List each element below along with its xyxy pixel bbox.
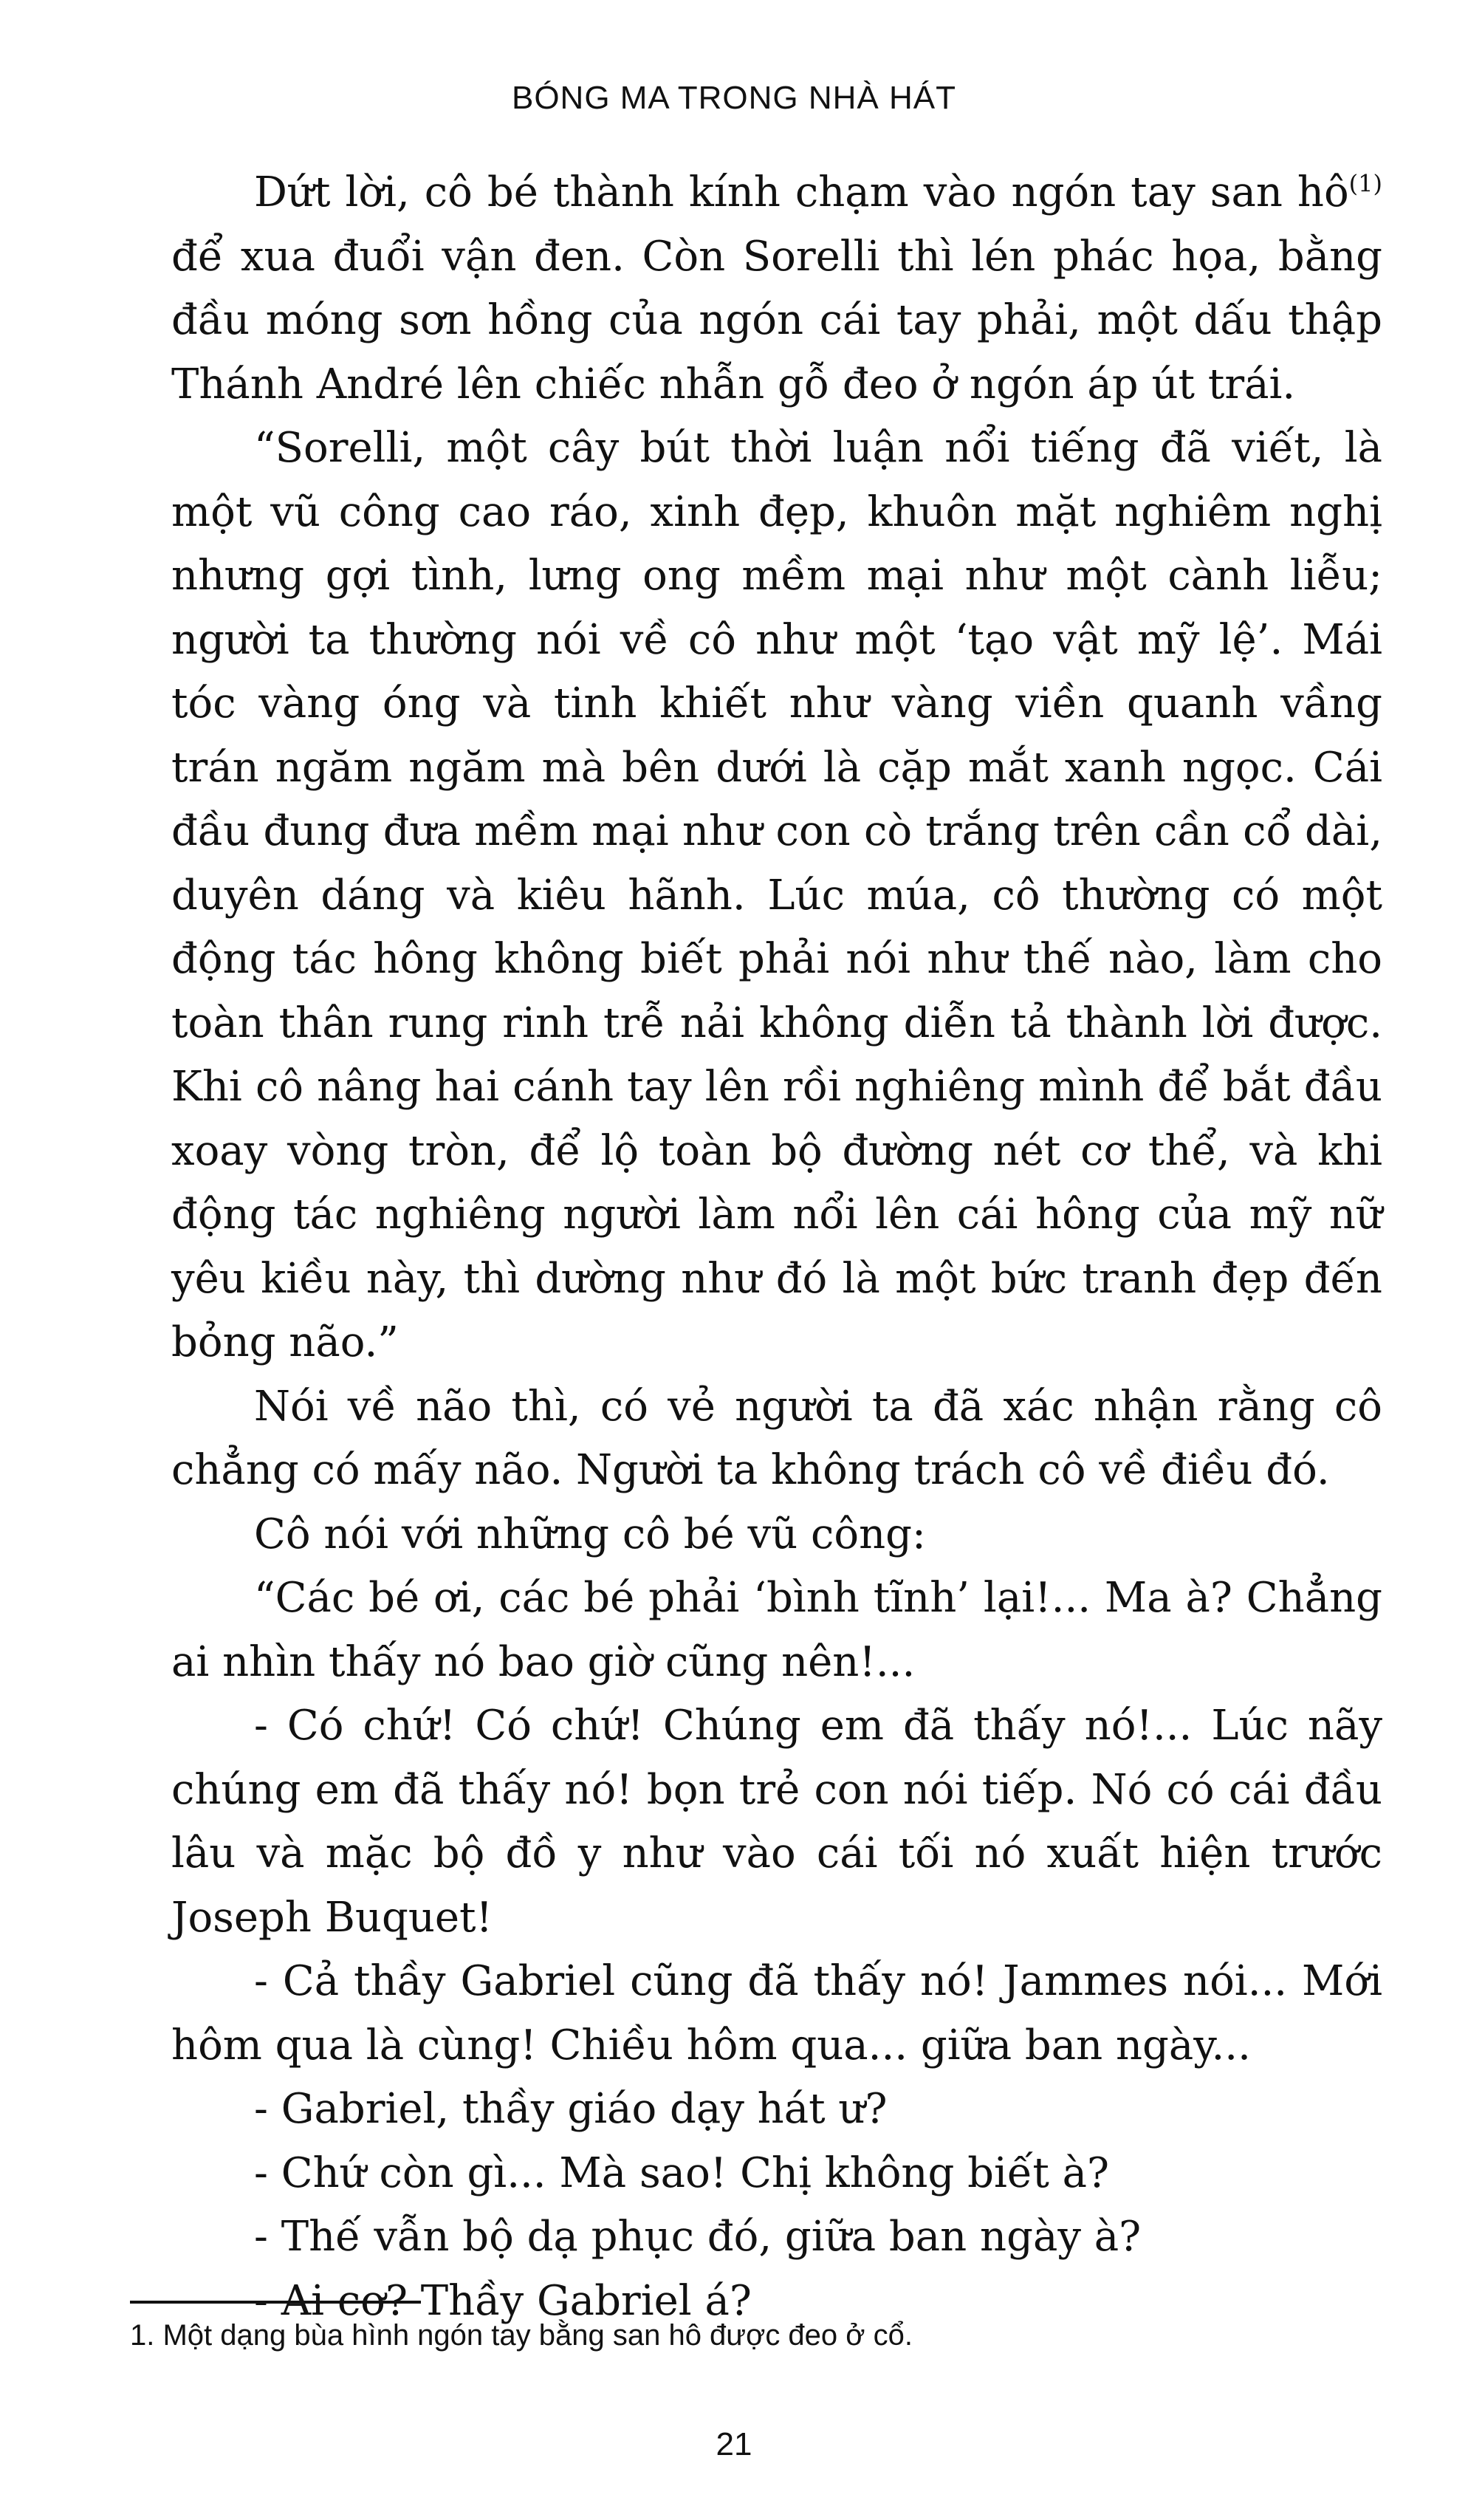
paragraph-1-text-continued: để xua đuổi vận đen. Còn Sorelli thì lén phác họa, bằng đầu móng sơn hồng của ngón cái tay phải, một dấu thập Thánh André lên chiếc nhẫn gỗ đeo ở ngón áp út trái.: [171, 232, 1382, 408]
paragraph-6: - Có chứ! Có chứ! Chúng em đã thấy nó!... Lúc nãy chúng em đã thấy nó! bọn trẻ con nói tiếp. Nó có cái đầu lâu và mặc bộ đồ y như vào cái tối nó xuất hiện trước Joseph Buquet!: [171, 1702, 1382, 1942]
paragraph-9: - Chứ còn gì... Mà sao! Chị không biết à?: [254, 2148, 1110, 2197]
paragraph-1: [171, 161, 1382, 417]
paragraph-7: - Cả thầy Gabriel cũng đã thấy nó! Jammes nói... Mới hôm qua là cùng! Chiều hôm qua... giữa ban ngày...: [171, 1957, 1382, 2069]
paragraph-8: - Gabriel, thầy giáo dạy hát ư?: [254, 2085, 888, 2133]
paragraph-11: - Ai cơ? Thầy Gabriel á?: [254, 2276, 752, 2325]
page-number: 21: [716, 2426, 752, 2462]
paragraph-10: - Thế vẫn bộ dạ phục đó, giữa ban ngày à?: [254, 2213, 1142, 2261]
paragraph-1-text: Dứt lời, cô bé thành kính chạm vào ngón tay san hô: [254, 168, 1349, 216]
paragraph-3: Nói về não thì, có vẻ người ta đã xác nhận rằng cô chẳng có mấy não. Người ta không trách cô về điều đó.: [171, 1382, 1382, 1494]
footnote-divider: [130, 2301, 421, 2304]
running-header: BÓNG MA TRONG NHÀ HÁT: [511, 80, 957, 116]
body-text: [171, 161, 1382, 2333]
paragraph-4: Cô nói với những cô bé vũ công:: [254, 1510, 926, 1558]
footnote: 1. Một dạng bùa hình ngón tay bằng san hô được đeo ở cổ.: [130, 2319, 913, 2352]
paragraph-2: “Sorelli, một cây bút thời luận nổi tiếng đã viết, là một vũ công cao ráo, xinh đẹp, khuôn mặt nghiêm nghị nhưng gợi tình, lưng ong mềm mại như một cành liễu; người ta thường nói về cô như một ‘tạo vật mỹ lệ’. Mái tóc vàng óng và tinh khiết như vàng viền quanh vầng trán ngăm ngăm mà bên dưới là cặp mắt xanh ngọc. Cái đầu đung đưa mềm mại như con cò trắng trên cần cổ dài, duyên dáng và kiêu hãnh. Lúc múa, cô thường có một động tác hông không biết phải nói như thế nào, làm cho toàn thân rung rinh trễ nải không diễn tả thành lời được. Khi cô nâng hai cánh tay lên rồi nghiêng mình để bắt đầu xoay vòng tròn, để lộ toàn bộ đường nét cơ thể, và khi động tác nghiêng người làm nổi lên cái hông của mỹ nữ yêu kiều này, thì dường như đó là một bức tranh đẹp đến bỏng não.”: [171, 424, 1382, 1366]
footnote-reference: (1): [1348, 169, 1382, 198]
paragraph-5: “Các bé ơi, các bé phải ‘bình tĩnh’ lại!... Ma à? Chẳng ai nhìn thấy nó bao giờ cũng nên!...: [171, 1574, 1382, 1686]
